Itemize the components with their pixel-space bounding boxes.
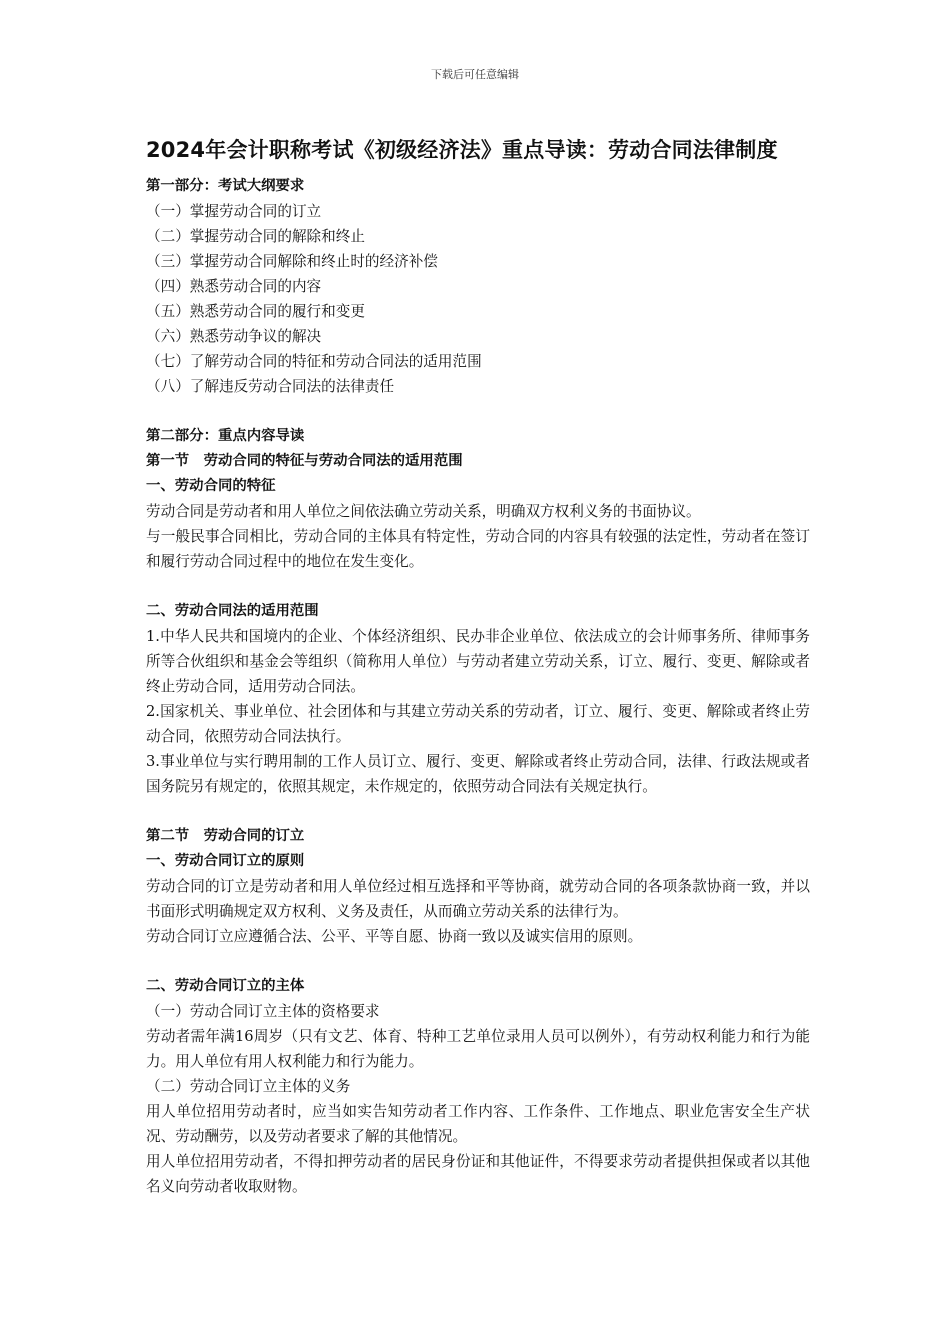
part2-heading: 第二部分：重点内容导读: [146, 428, 305, 444]
paragraph: 劳动合同是劳动者和用人单位之间依法确立劳动关系，明确双方权利义务的书面协议。: [146, 503, 701, 520]
part1-heading: 第一部分：考试大纲要求: [146, 178, 305, 194]
blank-line: [146, 799, 810, 824]
paragraph: 劳动者需年满16周岁（只有文艺、体育、特种工艺单位录用人员可以例外），有劳动权利能力和行为能力。用人单位有用人权利能力和行为能力。: [146, 1028, 810, 1070]
outline-item: （八）了解违反劳动合同法的法律责任: [146, 378, 395, 395]
outline-item: （三）掌握劳动合同解除和终止时的经济补偿: [146, 253, 438, 270]
paragraph: 与一般民事合同相比，劳动合同的主体具有特定性，劳动合同的内容具有较强的法定性，劳动者在签订和履行劳动合同过程中的地位在发生变化。: [146, 528, 810, 570]
subitem-heading: （二）劳动合同订立主体的义务: [146, 1078, 351, 1095]
page-header: 下载后可任意编辑: [431, 68, 519, 81]
section2-sub2-heading: 二、劳动合同订立的主体: [146, 978, 305, 994]
paragraph: 劳动合同订立应遵循合法、公平、平等自愿、协商一致以及诚实信用的原则。: [146, 928, 643, 945]
outline-item: （四）熟悉劳动合同的内容: [146, 278, 322, 295]
subitem-heading: （一）劳动合同订立主体的资格要求: [146, 1003, 380, 1020]
blank-line: [146, 574, 810, 599]
outline-item: （六）熟悉劳动争议的解决: [146, 328, 322, 345]
outline-item: （一）掌握劳动合同的订立: [146, 203, 322, 220]
section1-heading: 第一节 劳动合同的特征与劳动合同法的适用范围: [146, 453, 463, 469]
paragraph: 3.事业单位与实行聘用制的工作人员订立、履行、变更、解除或者终止劳动合同，法律、行政法规或者国务院另有规定的，依照其规定，未作规定的，依照劳动合同法有关规定执行。: [146, 753, 810, 795]
section1-sub2-heading: 二、劳动合同法的适用范围: [146, 603, 319, 619]
outline-item: （五）熟悉劳动合同的履行和变更: [146, 303, 365, 320]
section1-sub1-heading: 一、劳动合同的特征: [146, 478, 276, 494]
paragraph: 用人单位招用劳动者，不得扣押劳动者的居民身份证和其他证件，不得要求劳动者提供担保或者以其他名义向劳动者收取财物。: [146, 1153, 810, 1195]
paragraph: 劳动合同的订立是劳动者和用人单位经过相互选择和平等协商，就劳动合同的各项条款协商一致，并以书面形式明确规定双方权利、义务及责任，从而确立劳动关系的法律行为。: [146, 878, 810, 920]
outline-item: （二）掌握劳动合同的解除和终止: [146, 228, 365, 245]
paragraph: 2.国家机关、事业单位、社会团体和与其建立劳动关系的劳动者，订立、履行、变更、解除或者终止劳动合同，依照劳动合同法执行。: [146, 703, 810, 745]
document-body: [146, 174, 810, 1199]
paragraph: 用人单位招用劳动者时，应当如实告知劳动者工作内容、工作条件、工作地点、职业危害安全生产状况、劳动酬劳，以及劳动者要求了解的其他情况。: [146, 1103, 810, 1145]
section2-heading: 第二节 劳动合同的订立: [146, 828, 305, 844]
document-title: 2024年会计职称考试《初级经济法》重点导读：劳动合同法律制度: [146, 138, 778, 162]
outline-item: （七）了解劳动合同的特征和劳动合同法的适用范围: [146, 353, 482, 370]
blank-line: [146, 949, 810, 974]
paragraph: 1.中华人民共和国境内的企业、个体经济组织、民办非企业单位、依法成立的会计师事务所、律师事务所等合伙组织和基金会等组织（简称用人单位）与劳动者建立劳动关系，订立、履行、变更、解除或者终止劳动合同，适用劳动合同法。: [146, 628, 810, 695]
section2-sub1-heading: 一、劳动合同订立的原则: [146, 853, 305, 869]
blank-line: [146, 399, 810, 424]
